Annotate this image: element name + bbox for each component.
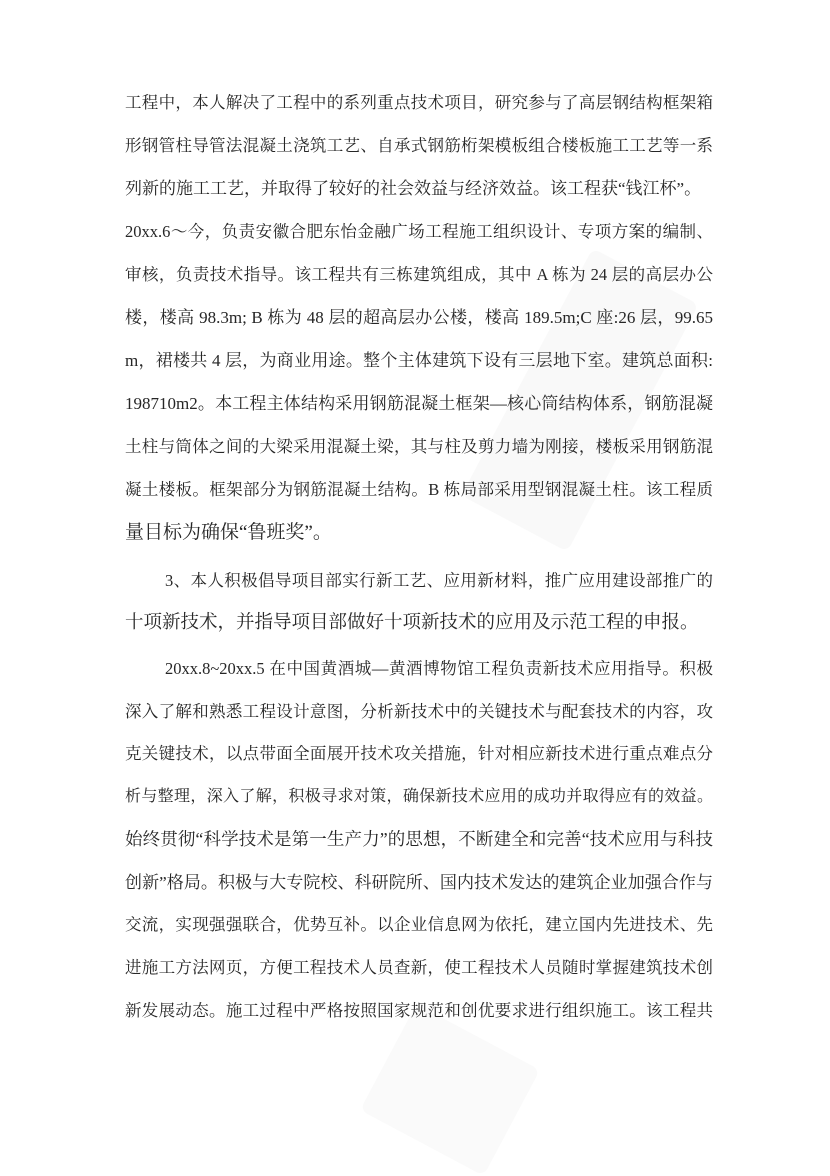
- text-line: m，裙楼共 4 层，为商业用途。整个主体建筑下设有三层地下室。建筑总面积:: [125, 351, 713, 370]
- text-line: 198710m2。本工程主体结构采用钢筋混凝土框架—核心筒结构体系，钢筋混凝: [125, 394, 713, 413]
- text-line: 列新的施工工艺，并取得了较好的社会效益与经济效益。该工程获“钱江杯”。: [125, 179, 702, 198]
- text-line: 形钢管柱导管法混凝土浇筑工艺、自承式钢筋桁架模板组合楼板施工工艺等一系: [125, 136, 713, 155]
- text-line: 审核，负责技术指导。该工程共有三栋建筑组成，其中 A 栋为 24 层的高层办公: [125, 265, 713, 284]
- text-line: 始终贯彻“科学技术是第一生产力”的思想，不断建全和完善“技术应用与科技: [125, 828, 713, 849]
- text-line: 量目标为确保“鲁班奖”。: [125, 522, 332, 543]
- text-line: 析与整理，深入了解，积极寻求对策，确保新技术应用的成功并取得应有的效益。: [125, 788, 713, 806]
- text-line: 进施工方法网页，方便工程技术人员查新，使工程技术人员随时掌握建筑技术创: [125, 957, 713, 977]
- text-line: 交流，实现强强联合，优势互补。以企业信息网为依托，建立国内先进技术、先: [125, 915, 713, 935]
- text-line: 凝土楼板。框架部分为钢筋混凝土结构。B 栋局部采用型钢混凝土柱。该工程质: [125, 480, 713, 499]
- text-line: 楼，楼高 98.3m; B 栋为 48 层的超高层办公楼，楼高 189.5m;C 座:26 层，99.65: [125, 308, 713, 327]
- text-line: 克关键技术，以点带面全面展开技术攻关措施，针对相应新技术进行重点难点分: [125, 744, 713, 764]
- text-line: 深入了解和熟悉工程设计意图，分析新技术中的关键技术与配套技术的内容，攻: [125, 701, 713, 721]
- text-line: 新发展动态。施工过程中严格按照国家规范和创优要求进行组织施工。该工程共: [125, 1000, 713, 1020]
- text-line: 20xx.6～今，负责安徽合肥东怡金融广场工程施工组织设计、专项方案的编制、: [125, 222, 713, 241]
- text-line: 土柱与筒体之间的大梁采用混凝土梁，其与柱及剪力墙为刚接，楼板采用钢筋混: [125, 437, 713, 456]
- text-line: 3、本人积极倡导项目部实行新工艺、应用新材料，推广应用建设部推广的: [165, 571, 713, 590]
- text-line: 工程中，本人解决了工程中的系列重点技术项目，研究参与了高层钢结构框架箱: [125, 93, 713, 112]
- text-line: 十项新技术，并指导项目部做好十项新技术的应用及示范工程的申报。: [125, 613, 699, 633]
- text-line: 20xx.8~20xx.5 在中国黄酒城—黄酒博物馆工程负责新技术应用指导。积极: [165, 659, 713, 678]
- text-line: 创新”格局。积极与大专院校、科研院所、国内技术发达的建筑企业加强合作与: [125, 872, 713, 892]
